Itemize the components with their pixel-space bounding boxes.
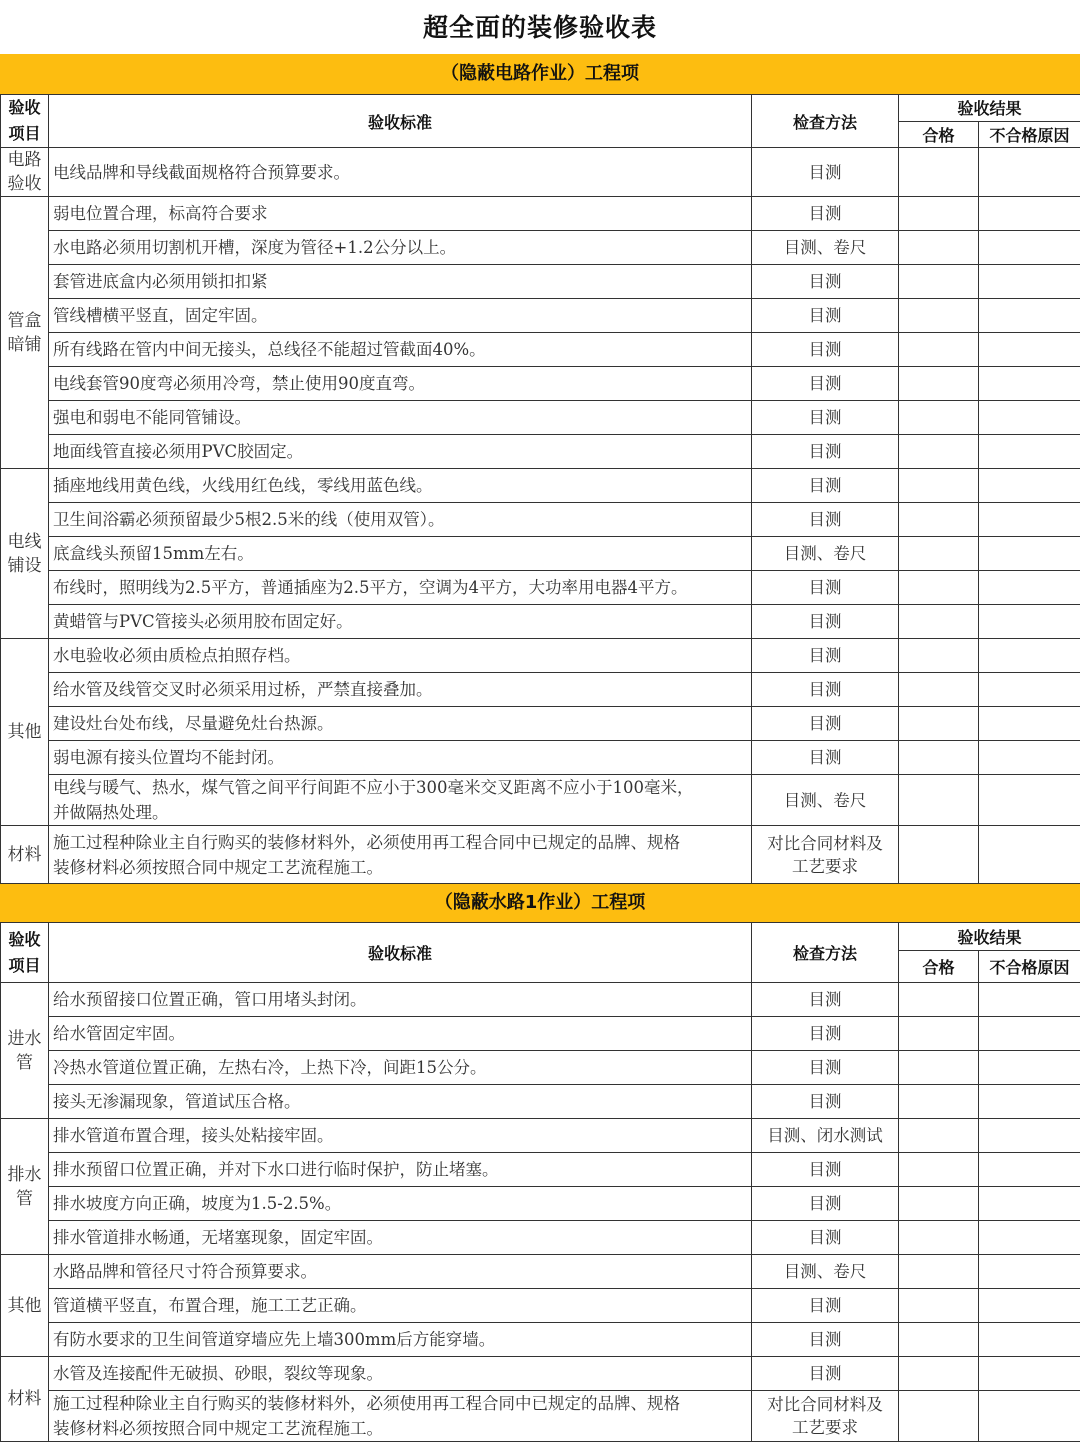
header-fail-reason bbox=[979, 951, 1080, 983]
fail-reason-cell[interactable] bbox=[979, 1357, 1080, 1391]
table-row bbox=[1, 367, 1080, 401]
header-result-label: 验收结果 bbox=[957, 99, 1022, 119]
header-result bbox=[899, 95, 1080, 122]
pass-cell[interactable] bbox=[899, 983, 979, 1017]
method-text: 目测 bbox=[808, 1194, 842, 1213]
pass-cell[interactable] bbox=[899, 148, 979, 197]
pass-cell[interactable] bbox=[899, 1119, 979, 1153]
fail-reason-cell[interactable] bbox=[979, 401, 1080, 435]
table-row bbox=[1, 1391, 1080, 1442]
standard-cell bbox=[49, 1357, 752, 1391]
table-row bbox=[1, 1255, 1080, 1289]
table-row bbox=[1, 148, 1080, 197]
method-text: 目测、卷尺 bbox=[783, 544, 867, 563]
method-text: 目测 bbox=[808, 1296, 842, 1315]
pass-cell[interactable] bbox=[899, 571, 979, 605]
method-cell bbox=[752, 1017, 899, 1051]
standard-cell bbox=[49, 1187, 752, 1221]
method-cell bbox=[752, 826, 899, 884]
category-label: 进水管 bbox=[7, 1028, 42, 1073]
standard-text: 水电验收必须由质检点拍照存档。 bbox=[53, 646, 301, 665]
standard-cell bbox=[49, 707, 752, 741]
method-cell bbox=[752, 571, 899, 605]
standard-text: 地面线管直接必须用PVC胶固定。 bbox=[53, 442, 304, 461]
pass-cell[interactable] bbox=[899, 673, 979, 707]
pass-cell[interactable] bbox=[899, 707, 979, 741]
method-text: 目测 bbox=[808, 612, 842, 631]
method-cell bbox=[752, 367, 899, 401]
method-cell bbox=[752, 741, 899, 775]
standard-cell bbox=[49, 571, 752, 605]
table-row bbox=[1, 333, 1080, 367]
method-text: 目测 bbox=[808, 1024, 842, 1043]
method-cell bbox=[752, 469, 899, 503]
pass-cell[interactable] bbox=[899, 537, 979, 571]
standard-cell bbox=[49, 605, 752, 639]
method-cell bbox=[752, 1085, 899, 1119]
header-fail-reason-label: 不合格原因 bbox=[989, 125, 1070, 145]
category-label: 电线铺设 bbox=[7, 531, 42, 576]
method-text: 目测 bbox=[808, 680, 842, 699]
table-row bbox=[1, 265, 1080, 299]
method-text: 目测、卷尺 bbox=[783, 790, 867, 810]
fail-reason-cell[interactable] bbox=[979, 1221, 1080, 1255]
fail-reason-cell[interactable] bbox=[979, 435, 1080, 469]
standard-text: 接头无渗漏现象，管道试压合格。 bbox=[53, 1092, 301, 1111]
method-cell bbox=[752, 537, 899, 571]
fail-reason-cell[interactable] bbox=[979, 469, 1080, 503]
table-row bbox=[1, 1221, 1080, 1255]
fail-reason-cell[interactable] bbox=[979, 1153, 1080, 1187]
method-text: 目测 bbox=[808, 1330, 842, 1349]
header-fail-reason-label: 不合格原因 bbox=[989, 958, 1070, 977]
fail-reason-cell[interactable] bbox=[979, 1017, 1080, 1051]
method-cell bbox=[752, 333, 899, 367]
method-cell bbox=[752, 435, 899, 469]
pass-cell[interactable] bbox=[899, 1255, 979, 1289]
fail-reason-cell[interactable] bbox=[979, 639, 1080, 673]
standard-cell bbox=[49, 231, 752, 265]
standard-text: 弱电位置合理，标高符合要求 bbox=[53, 204, 268, 223]
pass-cell[interactable] bbox=[899, 1289, 979, 1323]
section-title-plumbing: （隐蔽水路1作业）工程项 bbox=[0, 884, 1080, 922]
standard-text: 强电和弱电不能同管铺设。 bbox=[53, 408, 251, 427]
standard-text: 排水坡度方向正确，坡度为1.5-2.5%。 bbox=[53, 1194, 342, 1213]
method-cell bbox=[752, 148, 899, 197]
standard-cell bbox=[49, 1289, 752, 1323]
pass-cell[interactable] bbox=[899, 265, 979, 299]
fail-reason-cell[interactable] bbox=[979, 148, 1080, 197]
method-text: 目测 bbox=[808, 408, 842, 427]
fail-reason-cell[interactable] bbox=[979, 1289, 1080, 1323]
header-pass bbox=[899, 121, 979, 148]
table-row bbox=[1, 741, 1080, 775]
method-text: 目测 bbox=[808, 340, 842, 359]
category-label: 排水管 bbox=[7, 1164, 42, 1209]
fail-reason-cell[interactable] bbox=[979, 1255, 1080, 1289]
standard-cell bbox=[49, 1221, 752, 1255]
method-text: 目测 bbox=[808, 1364, 842, 1383]
table-row bbox=[1, 231, 1080, 265]
pass-cell[interactable] bbox=[899, 401, 979, 435]
method-text: 对比合同材料及 bbox=[767, 833, 883, 853]
category-cell bbox=[1, 639, 49, 826]
method-cell bbox=[752, 231, 899, 265]
electrical-inspection-table bbox=[0, 94, 1080, 884]
fail-reason-cell[interactable] bbox=[979, 537, 1080, 571]
method-cell bbox=[752, 983, 899, 1017]
method-cell bbox=[752, 673, 899, 707]
fail-reason-cell[interactable] bbox=[979, 1391, 1080, 1442]
method-cell bbox=[752, 1221, 899, 1255]
pass-cell[interactable] bbox=[899, 503, 979, 537]
fail-reason-cell[interactable] bbox=[979, 707, 1080, 741]
header-result-label: 验收结果 bbox=[957, 928, 1022, 947]
standard-text: 水路品牌和管径尺寸符合预算要求。 bbox=[53, 1262, 317, 1281]
category-label: 材料 bbox=[7, 844, 42, 865]
header-method-label: 检查方法 bbox=[792, 944, 857, 963]
fail-reason-cell[interactable] bbox=[979, 571, 1080, 605]
header-method bbox=[752, 923, 899, 983]
header-standard bbox=[49, 923, 752, 983]
section-title-electrical: （隐蔽电路作业）工程项 bbox=[0, 54, 1080, 94]
fail-reason-cell[interactable] bbox=[979, 367, 1080, 401]
table-row bbox=[1, 673, 1080, 707]
method-cell bbox=[752, 197, 899, 231]
standard-cell bbox=[49, 1017, 752, 1051]
method-cell bbox=[752, 265, 899, 299]
category-label: 管盒暗铺 bbox=[7, 310, 42, 355]
standard-cell bbox=[49, 265, 752, 299]
fail-reason-cell[interactable] bbox=[979, 1119, 1080, 1153]
standard-cell bbox=[49, 983, 752, 1017]
pass-cell[interactable] bbox=[899, 1391, 979, 1442]
method-cell bbox=[752, 299, 899, 333]
table-row bbox=[1, 571, 1080, 605]
method-cell bbox=[752, 1391, 899, 1442]
pass-cell[interactable] bbox=[899, 469, 979, 503]
pass-cell[interactable] bbox=[899, 367, 979, 401]
standard-text: 黄蜡管与PVC管接头必须用胶布固定好。 bbox=[53, 612, 353, 631]
table-row bbox=[1, 401, 1080, 435]
standard-text: 给水管及线管交叉时必须采用过桥，严禁直接叠加。 bbox=[53, 680, 433, 699]
method-cell bbox=[752, 707, 899, 741]
method-text: 目测 bbox=[808, 162, 842, 182]
method-cell bbox=[752, 1289, 899, 1323]
header-pass-label: 合格 bbox=[922, 125, 955, 145]
method-text: 目测、卷尺 bbox=[783, 238, 867, 257]
method-text: 目测 bbox=[808, 1092, 842, 1111]
header-method-label: 检查方法 bbox=[792, 112, 857, 132]
method-text-continued: 工艺要求 bbox=[792, 856, 858, 876]
method-cell bbox=[752, 1051, 899, 1085]
table-row bbox=[1, 1323, 1080, 1357]
standard-text: 布线时，照明线为2.5平方，普通插座为2.5平方，空调为4平方，大功率用电器4平方。 bbox=[53, 578, 688, 597]
standard-text: 所有线路在管内中间无接头，总线径不能超过管截面40%。 bbox=[53, 340, 486, 359]
header-fail-reason bbox=[979, 121, 1080, 148]
method-cell bbox=[752, 503, 899, 537]
header-standard-label: 验收标准 bbox=[367, 944, 432, 963]
fail-reason-cell[interactable] bbox=[979, 826, 1080, 884]
standard-text: 冷热水管道位置正确，左热右冷，上热下冷，间距15公分。 bbox=[53, 1058, 487, 1077]
method-text: 目测 bbox=[808, 272, 842, 291]
standard-cell bbox=[49, 299, 752, 333]
standard-text: 排水管道布置合理，接头处粘接牢固。 bbox=[53, 1126, 334, 1145]
pass-cell[interactable] bbox=[899, 1221, 979, 1255]
standard-cell bbox=[49, 1051, 752, 1085]
standard-cell bbox=[49, 435, 752, 469]
fail-reason-cell[interactable] bbox=[979, 1323, 1080, 1357]
standard-text: 电线套管90度弯必须用冷弯，禁止使用90度直弯。 bbox=[53, 374, 425, 393]
header-result bbox=[899, 923, 1080, 951]
fail-reason-cell[interactable] bbox=[979, 775, 1080, 826]
fail-reason-cell[interactable] bbox=[979, 673, 1080, 707]
table-row bbox=[1, 1153, 1080, 1187]
table-row bbox=[1, 197, 1080, 231]
method-text: 对比合同材料及 bbox=[767, 1395, 883, 1414]
pass-cell[interactable] bbox=[899, 775, 979, 826]
fail-reason-cell[interactable] bbox=[979, 1085, 1080, 1119]
pass-cell[interactable] bbox=[899, 1187, 979, 1221]
table-row bbox=[1, 299, 1080, 333]
header-pass-label: 合格 bbox=[922, 958, 955, 977]
standard-cell bbox=[49, 1323, 752, 1357]
table-row bbox=[1, 1017, 1080, 1051]
fail-reason-cell[interactable] bbox=[979, 265, 1080, 299]
category-label: 电路验收 bbox=[7, 150, 42, 194]
method-text: 目测 bbox=[808, 476, 842, 495]
standard-text: 电线品牌和导线截面规格符合预算要求。 bbox=[53, 162, 350, 182]
standard-cell bbox=[49, 673, 752, 707]
pass-cell[interactable] bbox=[899, 333, 979, 367]
fail-reason-cell[interactable] bbox=[979, 503, 1080, 537]
table-row bbox=[1, 707, 1080, 741]
standard-text: 水管及连接配件无破损、砂眼，裂纹等现象。 bbox=[53, 1364, 383, 1383]
category-label: 材料 bbox=[7, 1389, 42, 1409]
method-text: 目测 bbox=[808, 1058, 842, 1077]
standard-cell bbox=[49, 775, 752, 826]
standard-text: 排水预留口位置正确，并对下水口进行临时保护，防止堵塞。 bbox=[53, 1160, 499, 1179]
category-cell bbox=[1, 983, 49, 1119]
standard-cell bbox=[49, 826, 752, 884]
pass-cell[interactable] bbox=[899, 639, 979, 673]
header-item bbox=[1, 923, 49, 983]
fail-reason-cell[interactable] bbox=[979, 231, 1080, 265]
method-text: 目测 bbox=[808, 714, 842, 733]
pass-cell[interactable] bbox=[899, 231, 979, 265]
method-text: 目测 bbox=[808, 510, 842, 529]
standard-text: 插座地线用黄色线，火线用红色线，零线用蓝色线。 bbox=[53, 476, 433, 495]
header-item-label: 验收项目 bbox=[8, 98, 41, 143]
standard-cell bbox=[49, 148, 752, 197]
pass-cell[interactable] bbox=[899, 1153, 979, 1187]
plumbing-inspection-table bbox=[0, 922, 1080, 1442]
pass-cell[interactable] bbox=[899, 826, 979, 884]
table-row bbox=[1, 1085, 1080, 1119]
category-cell bbox=[1, 148, 49, 197]
header-item bbox=[1, 95, 49, 148]
method-text-continued: 工艺要求 bbox=[792, 1418, 858, 1437]
method-cell bbox=[752, 1187, 899, 1221]
pass-cell[interactable] bbox=[899, 1323, 979, 1357]
table-row bbox=[1, 1051, 1080, 1085]
standard-cell bbox=[49, 537, 752, 571]
category-cell bbox=[1, 469, 49, 639]
standard-text-continued: 装修材料必须按照合同中规定工艺流程施工。 bbox=[53, 1419, 383, 1438]
category-cell bbox=[1, 826, 49, 884]
fail-reason-cell[interactable] bbox=[979, 1187, 1080, 1221]
fail-reason-cell[interactable] bbox=[979, 605, 1080, 639]
standard-cell bbox=[49, 1255, 752, 1289]
pass-cell[interactable] bbox=[899, 1085, 979, 1119]
category-label: 其他 bbox=[7, 1295, 42, 1316]
standard-cell bbox=[49, 197, 752, 231]
method-cell bbox=[752, 1323, 899, 1357]
pass-cell[interactable] bbox=[899, 197, 979, 231]
table-row bbox=[1, 775, 1080, 826]
pass-cell[interactable] bbox=[899, 1017, 979, 1051]
pass-cell[interactable] bbox=[899, 1357, 979, 1391]
pass-cell[interactable] bbox=[899, 435, 979, 469]
table-row bbox=[1, 503, 1080, 537]
standard-cell bbox=[49, 333, 752, 367]
header-row bbox=[1, 95, 1080, 122]
table-row bbox=[1, 605, 1080, 639]
fail-reason-cell[interactable] bbox=[979, 983, 1080, 1017]
method-text: 目测 bbox=[808, 204, 842, 223]
standard-text: 管道横平竖直，布置合理，施工工艺正确。 bbox=[53, 1296, 367, 1315]
pass-cell[interactable] bbox=[899, 741, 979, 775]
method-text: 目测 bbox=[808, 646, 842, 665]
category-cell bbox=[1, 197, 49, 469]
table-row bbox=[1, 537, 1080, 571]
page-title: 超全面的装修验收表 bbox=[422, 13, 657, 42]
category-cell bbox=[1, 1357, 49, 1442]
header-pass bbox=[899, 951, 979, 983]
method-text: 目测 bbox=[808, 578, 842, 597]
method-cell bbox=[752, 1153, 899, 1187]
category-cell bbox=[1, 1255, 49, 1357]
table-row bbox=[1, 639, 1080, 673]
table-row bbox=[1, 469, 1080, 503]
table-row bbox=[1, 435, 1080, 469]
standard-text: 建设灶台处布线，尽量避免灶台热源。 bbox=[53, 714, 334, 733]
method-cell bbox=[752, 775, 899, 826]
standard-cell bbox=[49, 503, 752, 537]
method-text: 目测 bbox=[808, 1228, 842, 1247]
header-standard bbox=[49, 95, 752, 148]
standard-text-continued: 并做隔热处理。 bbox=[53, 803, 169, 822]
standard-text: 卫生间浴霸必须预留最少5根2.5米的线（使用双管）。 bbox=[53, 510, 445, 529]
standard-cell bbox=[49, 367, 752, 401]
header-item-label: 验收项目 bbox=[8, 929, 41, 975]
category-cell bbox=[1, 1119, 49, 1255]
fail-reason-cell[interactable] bbox=[979, 1051, 1080, 1085]
standard-text: 施工过程种除业主自行购买的装修材料外，必须使用再工程合同中已规定的品牌、规格 bbox=[53, 1394, 680, 1413]
fail-reason-cell[interactable] bbox=[979, 741, 1080, 775]
standard-text: 排水管道排水畅通，无堵塞现象，固定牢固。 bbox=[53, 1228, 383, 1247]
table-row bbox=[1, 1289, 1080, 1323]
standard-cell bbox=[49, 1153, 752, 1187]
method-cell bbox=[752, 1357, 899, 1391]
method-text: 目测、闭水测试 bbox=[767, 1126, 883, 1145]
standard-text: 底盒线头预留15mm左右。 bbox=[53, 544, 254, 563]
category-label: 其他 bbox=[7, 722, 42, 742]
standard-cell bbox=[49, 639, 752, 673]
standard-text: 给水预留接口位置正确，管口用堵头封闭。 bbox=[53, 990, 367, 1009]
standard-text: 有防水要求的卫生间管道穿墙应先上墙300mm后方能穿墙。 bbox=[53, 1330, 496, 1349]
method-text: 目测 bbox=[808, 374, 842, 393]
pass-cell[interactable] bbox=[899, 605, 979, 639]
standard-text-continued: 装修材料必须按照合同中规定工艺流程施工。 bbox=[53, 857, 383, 877]
standard-text: 电线与暖气、热水，煤气管之间平行间距不应小于300毫米交叉距离不应小于100毫米， bbox=[53, 778, 694, 797]
method-cell bbox=[752, 639, 899, 673]
standard-text: 套管进底盒内必须用锁扣扣紧 bbox=[53, 272, 268, 291]
method-text: 目测、卷尺 bbox=[783, 1262, 867, 1281]
table-row bbox=[1, 1357, 1080, 1391]
method-text: 目测 bbox=[808, 306, 842, 325]
pass-cell[interactable] bbox=[899, 1051, 979, 1085]
header-method bbox=[752, 95, 899, 148]
pass-cell[interactable] bbox=[899, 299, 979, 333]
standard-cell bbox=[49, 741, 752, 775]
header-standard-label: 验收标准 bbox=[367, 112, 432, 132]
fail-reason-cell[interactable] bbox=[979, 333, 1080, 367]
fail-reason-cell[interactable] bbox=[979, 197, 1080, 231]
method-cell bbox=[752, 1255, 899, 1289]
header-row bbox=[1, 923, 1080, 951]
standard-cell bbox=[49, 469, 752, 503]
standard-cell bbox=[49, 1085, 752, 1119]
method-cell bbox=[752, 401, 899, 435]
standard-cell bbox=[49, 1391, 752, 1442]
method-cell bbox=[752, 1119, 899, 1153]
standard-text: 水电路必须用切割机开槽，深度为管径+1.2公分以上。 bbox=[53, 238, 457, 257]
method-text: 目测 bbox=[808, 748, 842, 767]
standard-cell bbox=[49, 401, 752, 435]
table-row bbox=[1, 826, 1080, 884]
method-text: 目测 bbox=[808, 990, 842, 1009]
standard-text: 给水管固定牢固。 bbox=[53, 1024, 185, 1043]
method-cell bbox=[752, 605, 899, 639]
standard-cell bbox=[49, 1119, 752, 1153]
table-row bbox=[1, 1119, 1080, 1153]
method-text: 目测 bbox=[808, 442, 842, 461]
standard-text: 施工过程种除业主自行购买的装修材料外，必须使用再工程合同中已规定的品牌、规格 bbox=[53, 832, 680, 852]
fail-reason-cell[interactable] bbox=[979, 299, 1080, 333]
standard-text: 管线槽横平竖直，固定牢固。 bbox=[53, 306, 268, 325]
table-row bbox=[1, 1187, 1080, 1221]
table-row bbox=[1, 983, 1080, 1017]
standard-text: 弱电源有接头位置均不能封闭。 bbox=[53, 748, 284, 767]
method-text: 目测 bbox=[808, 1160, 842, 1179]
